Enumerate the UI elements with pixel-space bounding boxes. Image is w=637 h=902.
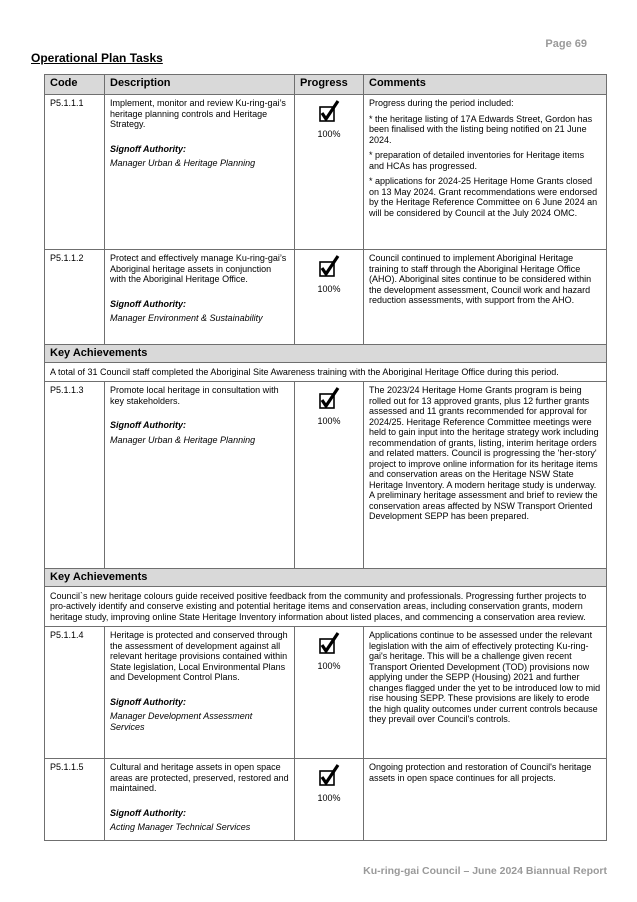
page-number: Page 69 [545,38,587,50]
task-description-cell [105,759,295,841]
signoff-authority: Manager Development Assessment Services [110,711,253,732]
key-achievements-text: Council`s new heritage colours guide received positive feedback from the community and professionals. Progressing further projects to pro-actively identify and conserve existing and potential heritage items and conservation areas, including conservation grants, modern heritage study, improving online State Heritage Inventory information about listed places, and commencing a conservation area review. [45,586,607,627]
signoff-authority: Manager Urban & Heritage Planning [110,434,256,445]
table-row [45,627,607,759]
table-row [45,759,607,841]
comment-paragraph: * preparation of detailed inventories for Heritage items and HCAs has progressed. [369,150,585,171]
progress-cell [295,95,364,250]
signoff-authority: Manager Environment & Sustainability [110,313,263,323]
task-description: Heritage is protected and conserved through the assessment of development against all relevant heritage provisions contained within State legislation, Local Environmental Plans and Development Control Plans. [110,630,288,682]
task-code: P5.1.1.3 [45,382,105,569]
comment-paragraph: Applications continue to be assessed under the relevant legislation with the aim of effectively protecting Ku-ring-gai's heritage. This will be a challenge given recent Transport Oriented Development (TOD) provisions now applying under the SEPP (Housing) 2021 and further changes flagged under the yet to be introduced low to mid rise housing SEPP. These provisions are likely to erode the high quality outcomes under current controls because they prevail over Council's controls. [369,630,601,724]
table-header-row [45,75,607,95]
table-row [45,382,607,569]
signoff-authority: Manager Urban & Heritage Planning [110,158,256,168]
checked-box-icon [318,100,340,124]
key-achievements-text: A total of 31 Council staff completed the Aboriginal Site Awareness training with the Aboriginal Heritage Office during this period. [45,362,607,382]
signoff-label: Signoff Authority: [110,807,186,818]
comment-paragraph: * the heritage listing of 17A Edwards Street, Gordon has been finalised with the listing being notified on 21 June 2024. [369,113,593,145]
comment-paragraph: Council continued to implement Aboriginal Heritage training to staff through the Aboriginal Heritage Office (AHO). Aboriginal sites continue to be considered within the development assessment, Council work and hazard reduction assessments, with support from the AHO. [369,253,592,305]
task-comments [364,382,607,569]
task-description: Protect and effectively manage Ku-ring-gai’s Aboriginal heritage assets in conjunction with the Aboriginal Heritage Office. [110,253,287,284]
key-achievements-heading: Key Achievements [45,345,607,363]
checked-box-icon [318,387,340,411]
column-header-code: Code [45,75,105,95]
comment-paragraph: * applications for 2024-25 Heritage Home Grants closed on 13 May 2024. Grant recommendations were endorsed by the Heritage Reference Committee on 6 June 2024 an will be considered by Council at the July 2024 OMC. [369,176,598,218]
task-code: P5.1.1.5 [45,759,105,841]
key-achievements-heading: Key Achievements [45,569,607,587]
progress-percent: 100% [317,128,341,139]
key-achievements-header-row [45,569,607,587]
checked-box-icon [318,255,340,279]
task-comments [364,250,607,345]
task-code: P5.1.1.1 [45,95,105,250]
key-achievements-row [45,586,607,627]
signoff-label: Signoff Authority: [110,143,186,154]
task-description-cell [105,382,295,569]
checked-box-icon [318,764,340,788]
progress-cell [295,250,364,345]
comment-paragraph: The 2023/24 Heritage Home Grants program is being rolled out for 13 approved grants, plus 12 further grants assessed and 11 grants recommended for approval for 2024/25. Heritage Reference Committee meetings were held to gain input into the heritage strategy work including recommendation of grants, listing, interim heritage orders and related matters. Council is progressing the 'her-story' project to improve online information for its heritage items and conservation areas on the Heritage NSW State Heritage Inventory. A modern heritage study is underway. A preliminary heritage assessment and brief to review the conservation areas affected by NSW Transport Oriented Development SEPP has been prepared. [369,385,599,521]
column-header-comments: Comments [364,75,607,95]
task-description-cell [105,627,295,759]
task-comments [364,627,607,759]
signoff-label: Signoff Authority: [110,696,186,707]
section-title: Operational Plan Tasks [31,51,163,65]
key-achievements-row [45,362,607,382]
table-row [45,95,607,250]
task-description-cell [105,95,295,250]
signoff-authority: Acting Manager Technical Services [110,822,251,832]
progress-percent: 100% [317,792,341,803]
task-code: P5.1.1.2 [45,250,105,345]
task-comments [364,95,607,250]
operational-plan-table [44,74,607,841]
task-description: Cultural and heritage assets in open space areas are protected, preserved, restored and maintained. [110,762,289,793]
task-description-cell [105,250,295,345]
signoff-label: Signoff Authority: [110,298,186,309]
column-header-progress: Progress [295,75,364,95]
key-achievements-header-row [45,345,607,363]
progress-percent: 100% [317,660,341,671]
progress-cell [295,627,364,759]
comment-paragraph: Ongoing protection and restoration of Council's heritage assets in open space continues for all projects. [369,762,592,783]
checked-box-icon [318,632,340,656]
table-row [45,250,607,345]
progress-cell [295,382,364,569]
comment-paragraph: Progress during the period included: [369,98,514,108]
task-description: Implement, monitor and review Ku-ring-gai’s heritage planning controls and Heritage Strategy. [110,98,286,129]
progress-cell [295,759,364,841]
task-code: P5.1.1.4 [45,627,105,759]
progress-percent: 100% [317,283,341,294]
task-description: Promote local heritage in consultation with key stakeholders. [110,385,279,406]
column-header-description: Description [105,75,295,95]
report-footer: Ku-ring-gai Council – June 2024 Biannual Report [363,865,607,877]
signoff-label: Signoff Authority: [110,420,186,430]
task-comments [364,759,607,841]
progress-percent: 100% [317,415,341,426]
